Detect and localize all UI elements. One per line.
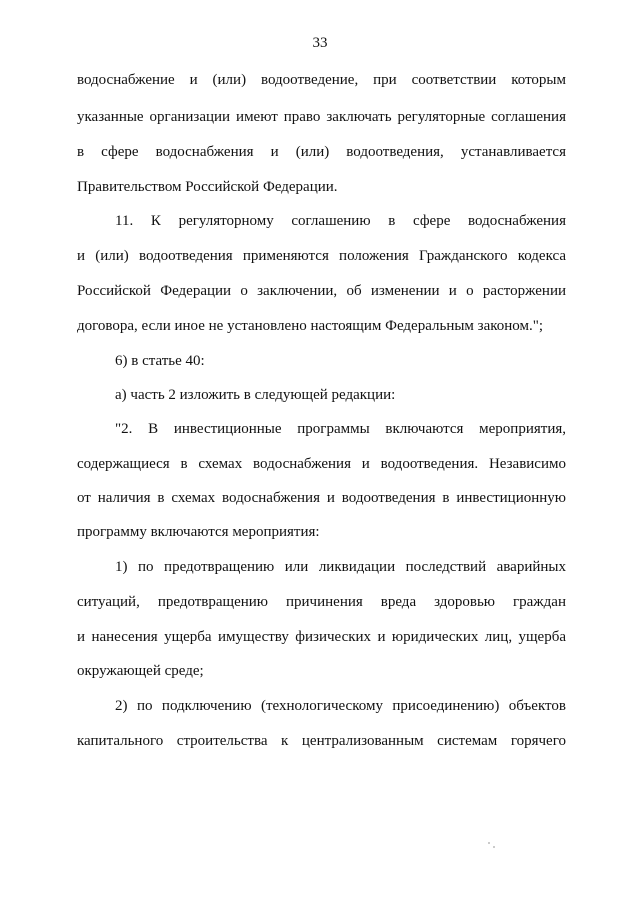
text-line: договора, если иное не установлено настоящим Федеральным законом."; — [77, 318, 544, 334]
text-line: программу включаются мероприятия: — [77, 524, 320, 540]
text-line: Российской Федерации о заключении, об изменении и о расторжении — [77, 283, 566, 299]
paragraph-first-line: 11. К регуляторному соглашению в сфере водоснабжения — [115, 213, 566, 229]
text-line: указанные организации имеют право заключать регуляторные соглашения — [77, 109, 566, 125]
text-line: от наличия в схемах водоснабжения и водоотведения в инвестиционную — [77, 490, 566, 506]
text-line: водоснабжение и (или) водоотведение, при соответствии которым — [77, 72, 566, 88]
paragraph-first-line: 6) в статье 40: — [115, 353, 205, 369]
paragraph-first-line: а) часть 2 изложить в следующей редакции: — [115, 387, 396, 403]
text-line: ситуаций, предотвращению причинения вреда здоровью граждан — [77, 594, 566, 610]
paragraph-first-line: "2. В инвестиционные программы включаются мероприятия, — [115, 421, 566, 437]
text-line: и (или) водоотведения применяются положения Гражданского кодекса — [77, 248, 566, 264]
paragraph-first-line: 1) по предотвращению или ликвидации последствий аварийных — [115, 559, 566, 575]
text-line: и нанесения ущерба имуществу физических и юридических лиц, ущерба — [77, 629, 566, 645]
page-number: 33 — [312, 35, 328, 51]
text-line: в сфере водоснабжения и (или) водоотведения, устанавливается — [77, 144, 566, 160]
text-line: капитального строительства к централизованным системам горячего — [77, 733, 566, 749]
scan-speck — [488, 842, 490, 844]
text-line: содержащиеся в схемах водоснабжения и водоотведения. Независимо — [77, 456, 566, 472]
paragraph-first-line: 2) по подключению (технологическому присоединению) объектов — [115, 698, 566, 714]
scan-speck — [493, 846, 495, 848]
text-line: Правительством Российской Федерации. — [77, 179, 338, 195]
text-line: окружающей среде; — [77, 663, 204, 679]
